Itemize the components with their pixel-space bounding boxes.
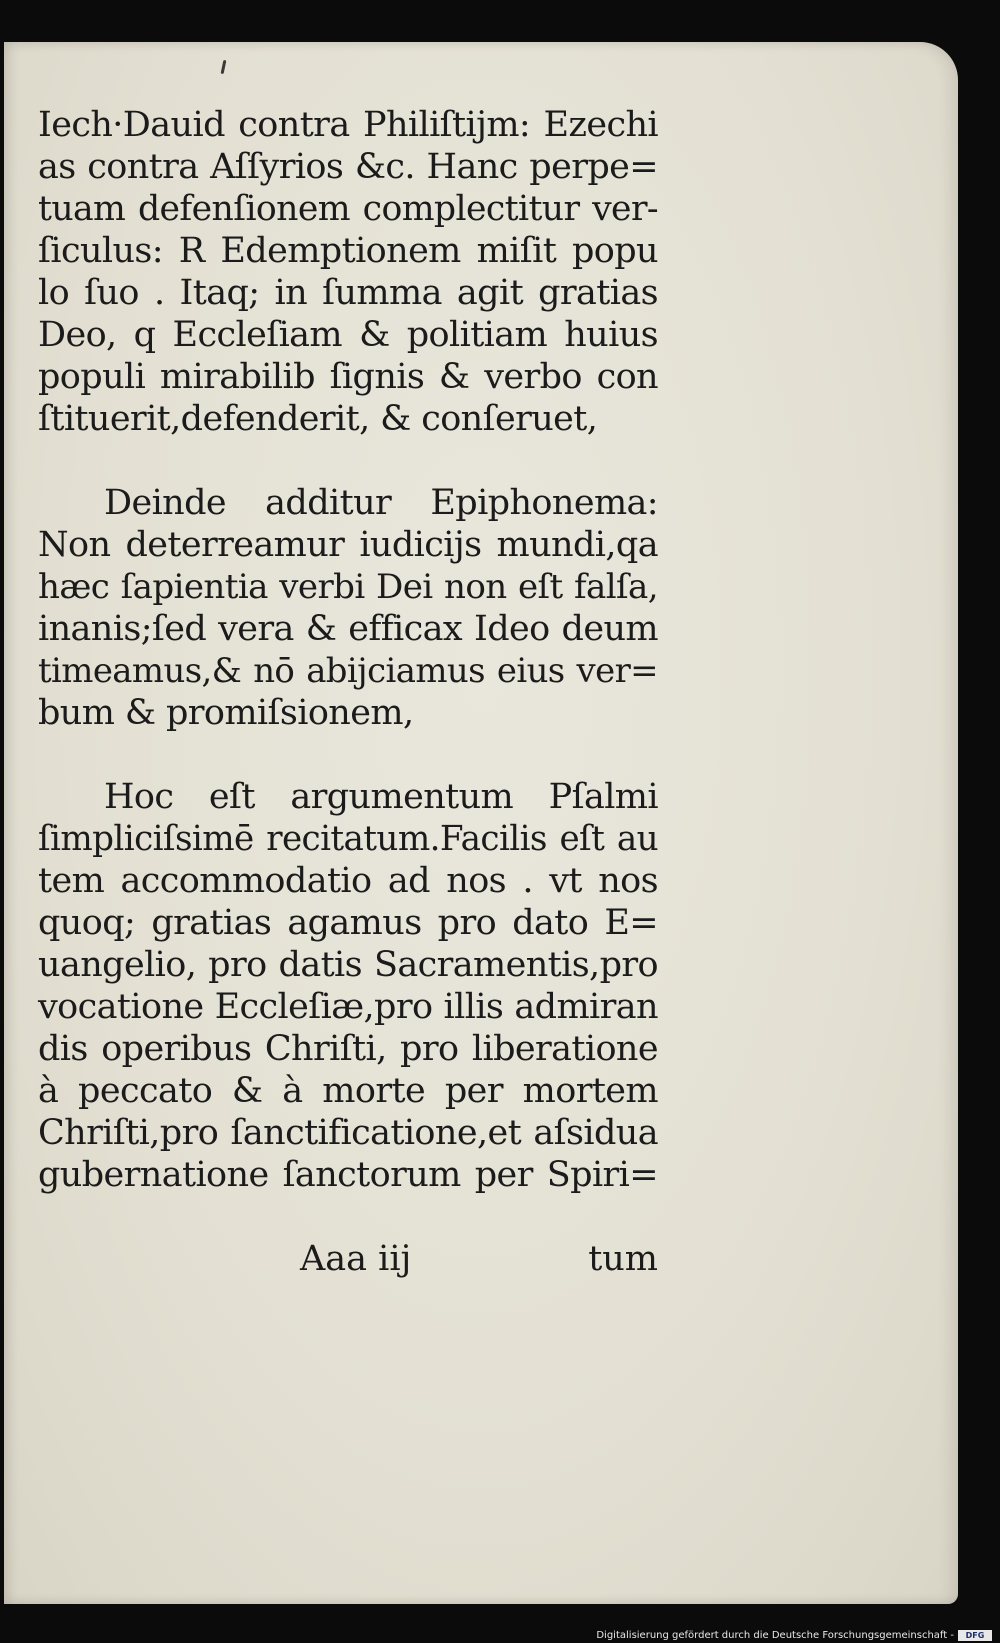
text-line: bum & promiſsionem,	[38, 693, 414, 733]
paragraph-1	[38, 104, 658, 440]
paragraph-2	[38, 482, 658, 734]
text-line: lo ſuo . Itaq; in ſumma agit gratias	[38, 273, 658, 313]
text-line: Non deterreamur iudicijs mundi,qa	[38, 525, 658, 565]
text-line: ſtituerit,defenderit, & conſeruet,	[38, 399, 598, 439]
digitization-bar	[0, 1628, 1000, 1643]
catchword: tum	[588, 1239, 658, 1279]
text-line: ſiculus: R Edemptionem miſit popu	[38, 231, 658, 271]
text-line: Hoc eſt argumentum Pſalmi	[104, 777, 658, 817]
text-line: inanis;ſed vera & efficax Ideo deum	[38, 609, 658, 649]
digitization-note: Digitalisierung gefördert durch die Deutsche Forschungsgemeinschaft -	[596, 1630, 954, 1641]
text-line: hæc ſapientia verbi Dei non eſt falſa,	[38, 567, 658, 607]
text-line: à peccato & à morte per mortem	[38, 1071, 658, 1111]
text-line: vocatione Eccleſiæ,pro illis admiran	[38, 987, 658, 1027]
text-line: populi mirabilib ſignis & verbo con	[38, 357, 658, 397]
text-line: tuam defenſionem complectitur ver‑	[38, 189, 658, 229]
page-text	[38, 104, 658, 1196]
text-line: uangelio, pro datis Sacramentis,pro	[38, 945, 658, 985]
ink-mark	[221, 60, 227, 74]
paragraph-3	[38, 776, 658, 1196]
text-line: gubernatione ſanctorum per Spiri=	[38, 1155, 658, 1195]
text-line: Deinde additur Epiphonema:	[104, 483, 658, 523]
page-footer	[38, 1238, 658, 1280]
text-line: as contra Aſſyrios &c. Hanc perpe=	[38, 147, 658, 187]
text-line: Iech·Dauid contra Philiſtijm: Ezechi	[38, 105, 658, 145]
text-line: timeamus,& nō abijciamus eius ver=	[38, 651, 658, 690]
text-line: quoq; gratias agamus pro dato E=	[38, 903, 658, 943]
text-line: Deo, q Eccleſiam & politiam huius	[38, 315, 658, 355]
text-line: dis operibus Chriſti, pro liberatione	[38, 1029, 658, 1069]
text-line: tem accommodatio ad nos . vt nos	[38, 861, 658, 901]
text-line: Chriſti,pro ſanctificatione,et aſsidua	[38, 1113, 658, 1153]
text-line: ſimpliciſsimē recitatum.Facilis eſt au	[38, 819, 658, 859]
dfg-logo: DFG	[958, 1630, 992, 1641]
signature-mark: Aaa iij	[300, 1239, 412, 1279]
